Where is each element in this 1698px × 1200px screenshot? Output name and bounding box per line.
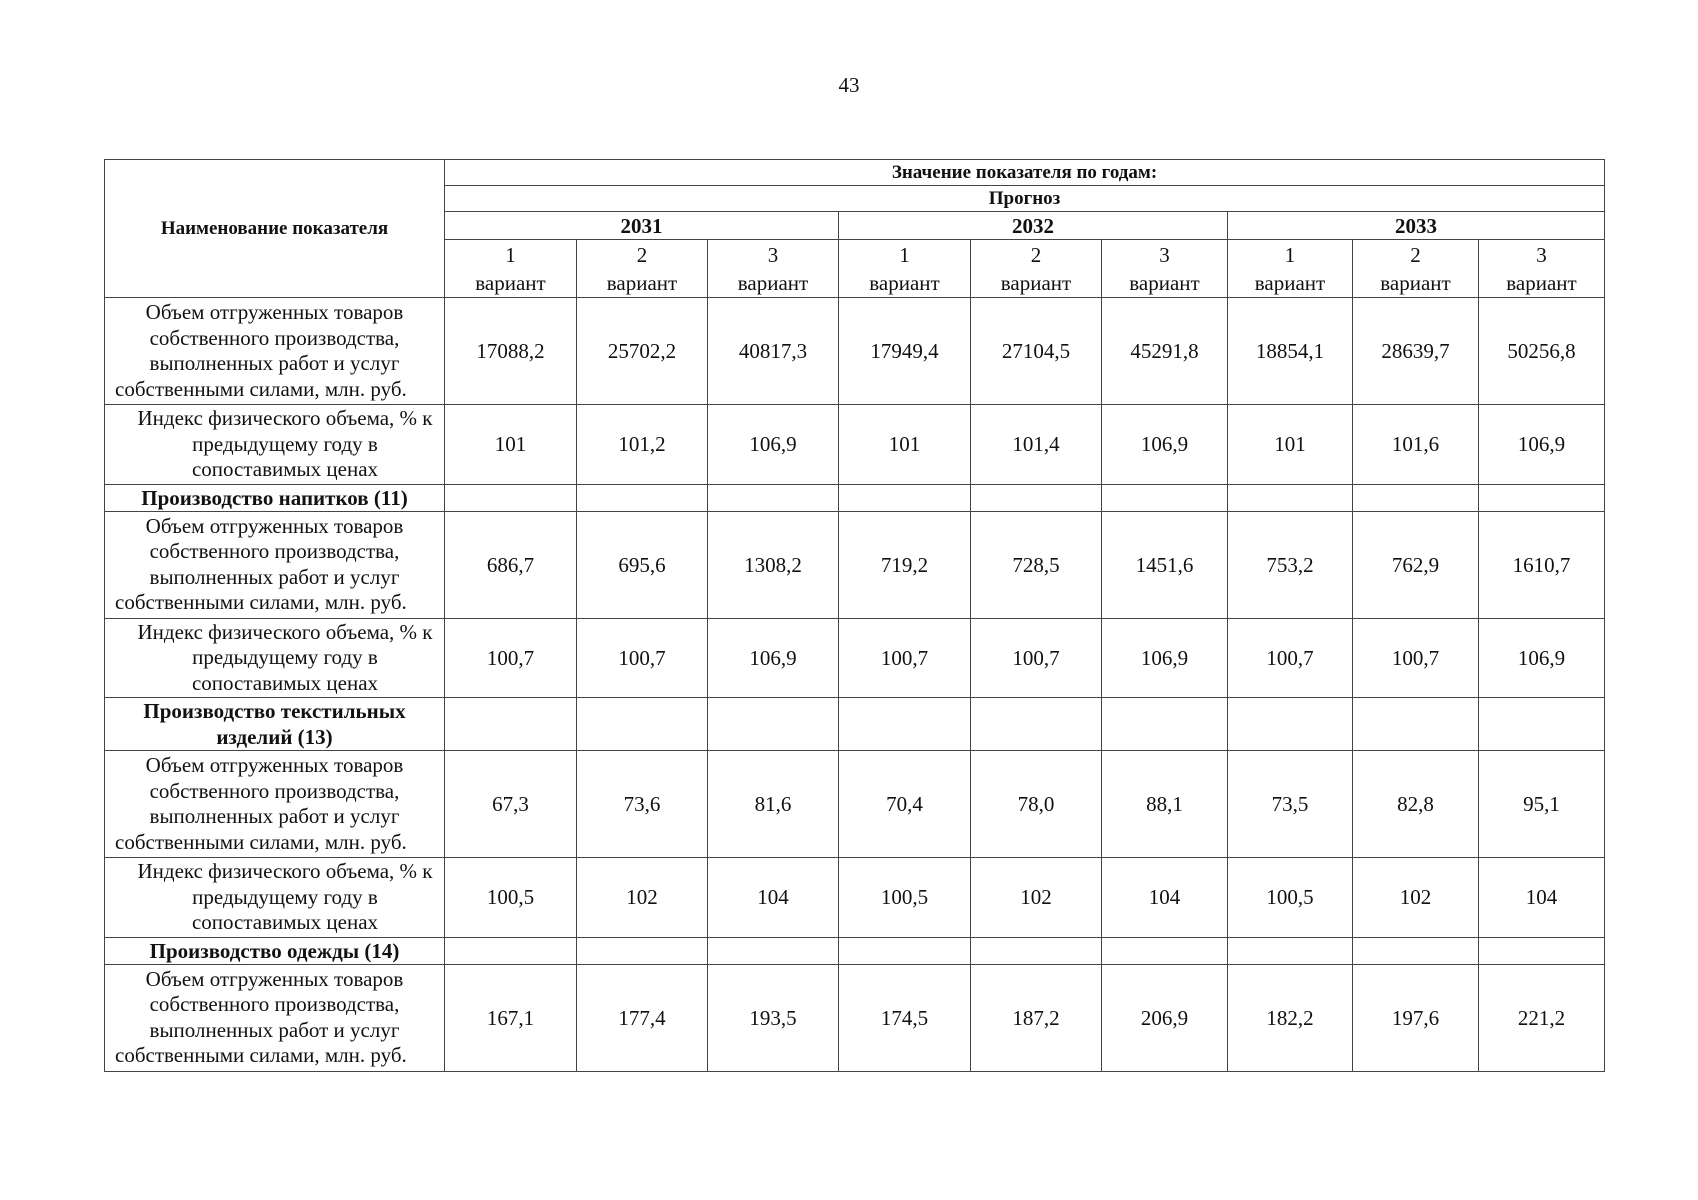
indicator-label: Индекс физического объема, % к предыдущему году в сопоставимых ценах	[105, 858, 445, 938]
value-cell	[1353, 698, 1479, 751]
page-number: 43	[838, 73, 860, 97]
value-cell: 28639,7	[1353, 298, 1479, 405]
table-row	[105, 618, 1605, 698]
variant-word: вариант	[606, 270, 678, 295]
value-cell	[1102, 698, 1228, 751]
section-heading: Производство напитков (11)	[105, 484, 445, 511]
value-cell: 104	[1479, 858, 1605, 938]
value-cell: 686,7	[445, 511, 577, 618]
value-cell: 1451,6	[1102, 511, 1228, 618]
value-cell: 177,4	[577, 964, 708, 1071]
value-cell: 104	[1102, 858, 1228, 938]
header-year: 2032	[839, 212, 1228, 240]
value-cell	[708, 698, 839, 751]
value-cell: 100,7	[1353, 618, 1479, 698]
value-cell	[577, 937, 708, 964]
value-cell	[445, 698, 577, 751]
value-cell	[577, 484, 708, 511]
table-row	[105, 858, 1605, 938]
table-row	[105, 484, 1605, 511]
value-cell: 95,1	[1479, 751, 1605, 858]
value-cell	[1479, 698, 1605, 751]
table-row	[105, 964, 1605, 1071]
value-cell: 81,6	[708, 751, 839, 858]
variant-number: 1	[505, 242, 516, 267]
section-heading: Производство одежды (14)	[105, 937, 445, 964]
variant-number: 1	[1284, 242, 1296, 267]
indicator-label: Объем отгруженных товаров собственного производства, выполненных работ и услуг собственными силами, млн. руб.	[105, 751, 445, 858]
header-indicator-name: Наименование показателя	[105, 160, 445, 298]
value-cell: 45291,8	[1102, 298, 1228, 405]
value-cell	[971, 937, 1102, 964]
table-row	[105, 511, 1605, 618]
value-cell: 101,6	[1353, 405, 1479, 485]
header-variant	[445, 240, 577, 298]
value-cell: 100,7	[1228, 618, 1353, 698]
value-cell	[1228, 484, 1353, 511]
value-cell: 193,5	[708, 964, 839, 1071]
variant-word: вариант	[1506, 270, 1577, 295]
value-cell	[1479, 484, 1605, 511]
value-cell: 106,9	[1102, 405, 1228, 485]
variant-word: вариант	[1380, 270, 1451, 295]
value-cell: 104	[708, 858, 839, 938]
header-variant	[1353, 240, 1479, 298]
indicator-label: Объем отгруженных товаров собственного производства, выполненных работ и услуг собственными силами, млн. руб.	[105, 298, 445, 405]
value-cell: 106,9	[1479, 618, 1605, 698]
value-cell	[839, 937, 971, 964]
value-cell	[1102, 937, 1228, 964]
value-cell: 167,1	[445, 964, 577, 1071]
value-cell	[708, 484, 839, 511]
indicator-label: Индекс физического объема, % к предыдущему году в сопоставимых ценах	[105, 405, 445, 485]
value-cell	[839, 698, 971, 751]
value-cell: 182,2	[1228, 964, 1353, 1071]
indicator-label: Объем отгруженных товаров собственного производства, выполненных работ и услуг собственными силами, млн. руб.	[105, 511, 445, 618]
value-cell: 187,2	[971, 964, 1102, 1071]
value-cell: 50256,8	[1479, 298, 1605, 405]
value-cell: 101	[1228, 405, 1353, 485]
table-body	[105, 298, 1605, 1072]
value-cell: 101,2	[577, 405, 708, 485]
variant-number: 2	[636, 242, 648, 267]
variant-word: вариант	[737, 270, 809, 295]
value-cell: 40817,3	[708, 298, 839, 405]
value-cell: 762,9	[1353, 511, 1479, 618]
value-cell: 78,0	[971, 751, 1102, 858]
variant-number: 2	[1030, 242, 1042, 267]
variant-number: 2	[1410, 242, 1421, 267]
value-cell: 106,9	[1102, 618, 1228, 698]
value-cell	[577, 698, 708, 751]
value-cell: 102	[971, 858, 1102, 938]
variant-word: вариант	[869, 270, 940, 295]
value-cell: 206,9	[1102, 964, 1228, 1071]
table-row	[105, 698, 1605, 751]
value-cell: 197,6	[1353, 964, 1479, 1071]
variant-number: 1	[899, 242, 910, 267]
value-cell: 1610,7	[1479, 511, 1605, 618]
forecast-table	[104, 159, 1605, 1072]
value-cell: 100,5	[445, 858, 577, 938]
value-cell: 1308,2	[708, 511, 839, 618]
value-cell: 101	[445, 405, 577, 485]
value-cell: 106,9	[1479, 405, 1605, 485]
value-cell: 106,9	[708, 618, 839, 698]
variant-word: вариант	[1254, 270, 1326, 295]
value-cell: 174,5	[839, 964, 971, 1071]
value-cell	[1228, 937, 1353, 964]
value-cell: 27104,5	[971, 298, 1102, 405]
value-cell	[839, 484, 971, 511]
header-variant	[708, 240, 839, 298]
value-cell: 100,7	[839, 618, 971, 698]
value-cell: 18854,1	[1228, 298, 1353, 405]
value-cell	[708, 937, 839, 964]
table-row	[105, 298, 1605, 405]
header-variant	[577, 240, 708, 298]
value-cell	[445, 937, 577, 964]
variant-word: вариант	[1000, 270, 1072, 295]
value-cell: 728,5	[971, 511, 1102, 618]
table-row	[105, 405, 1605, 485]
variant-number: 3	[767, 242, 779, 267]
indicator-label: Индекс физического объема, % к предыдущему году в сопоставимых ценах	[105, 618, 445, 698]
value-cell: 100,5	[1228, 858, 1353, 938]
value-cell: 102	[1353, 858, 1479, 938]
value-cell: 100,7	[445, 618, 577, 698]
value-cell: 88,1	[1102, 751, 1228, 858]
value-cell	[1228, 698, 1353, 751]
value-cell	[1102, 484, 1228, 511]
value-cell: 73,6	[577, 751, 708, 858]
value-cell: 70,4	[839, 751, 971, 858]
value-cell: 695,6	[577, 511, 708, 618]
variant-word: вариант	[1129, 270, 1200, 295]
value-cell: 100,7	[971, 618, 1102, 698]
table-row	[105, 937, 1605, 964]
header-variant	[1228, 240, 1353, 298]
variant-number: 3	[1159, 242, 1170, 267]
value-cell: 100,5	[839, 858, 971, 938]
header-variant	[839, 240, 971, 298]
value-cell: 100,7	[577, 618, 708, 698]
value-cell	[971, 698, 1102, 751]
value-cell: 102	[577, 858, 708, 938]
value-cell	[1353, 484, 1479, 511]
value-cell: 221,2	[1479, 964, 1605, 1071]
table-header	[105, 160, 1605, 298]
table-row	[105, 751, 1605, 858]
value-cell: 67,3	[445, 751, 577, 858]
value-cell: 73,5	[1228, 751, 1353, 858]
header-variant	[1102, 240, 1228, 298]
value-cell: 17949,4	[839, 298, 971, 405]
value-cell: 753,2	[1228, 511, 1353, 618]
header-variant	[971, 240, 1102, 298]
value-cell: 101,4	[971, 405, 1102, 485]
header-year: 2033	[1228, 212, 1605, 240]
value-cell: 25702,2	[577, 298, 708, 405]
value-cell: 719,2	[839, 511, 971, 618]
header-values-title: Значение показателя по годам:	[445, 160, 1605, 186]
variant-number: 3	[1536, 242, 1547, 267]
value-cell: 101	[839, 405, 971, 485]
value-cell: 106,9	[708, 405, 839, 485]
header-year: 2031	[445, 212, 839, 240]
indicator-label: Объем отгруженных товаров собственного производства, выполненных работ и услуг собственными силами, млн. руб.	[105, 964, 445, 1071]
value-cell	[971, 484, 1102, 511]
value-cell	[1479, 937, 1605, 964]
value-cell: 82,8	[1353, 751, 1479, 858]
header-forecast: Прогноз	[445, 186, 1605, 212]
section-heading: Производство текстильных изделий (13)	[105, 698, 445, 751]
value-cell: 17088,2	[445, 298, 577, 405]
variant-word: вариант	[475, 270, 546, 295]
value-cell	[1353, 937, 1479, 964]
value-cell	[445, 484, 577, 511]
header-variant	[1479, 240, 1605, 298]
